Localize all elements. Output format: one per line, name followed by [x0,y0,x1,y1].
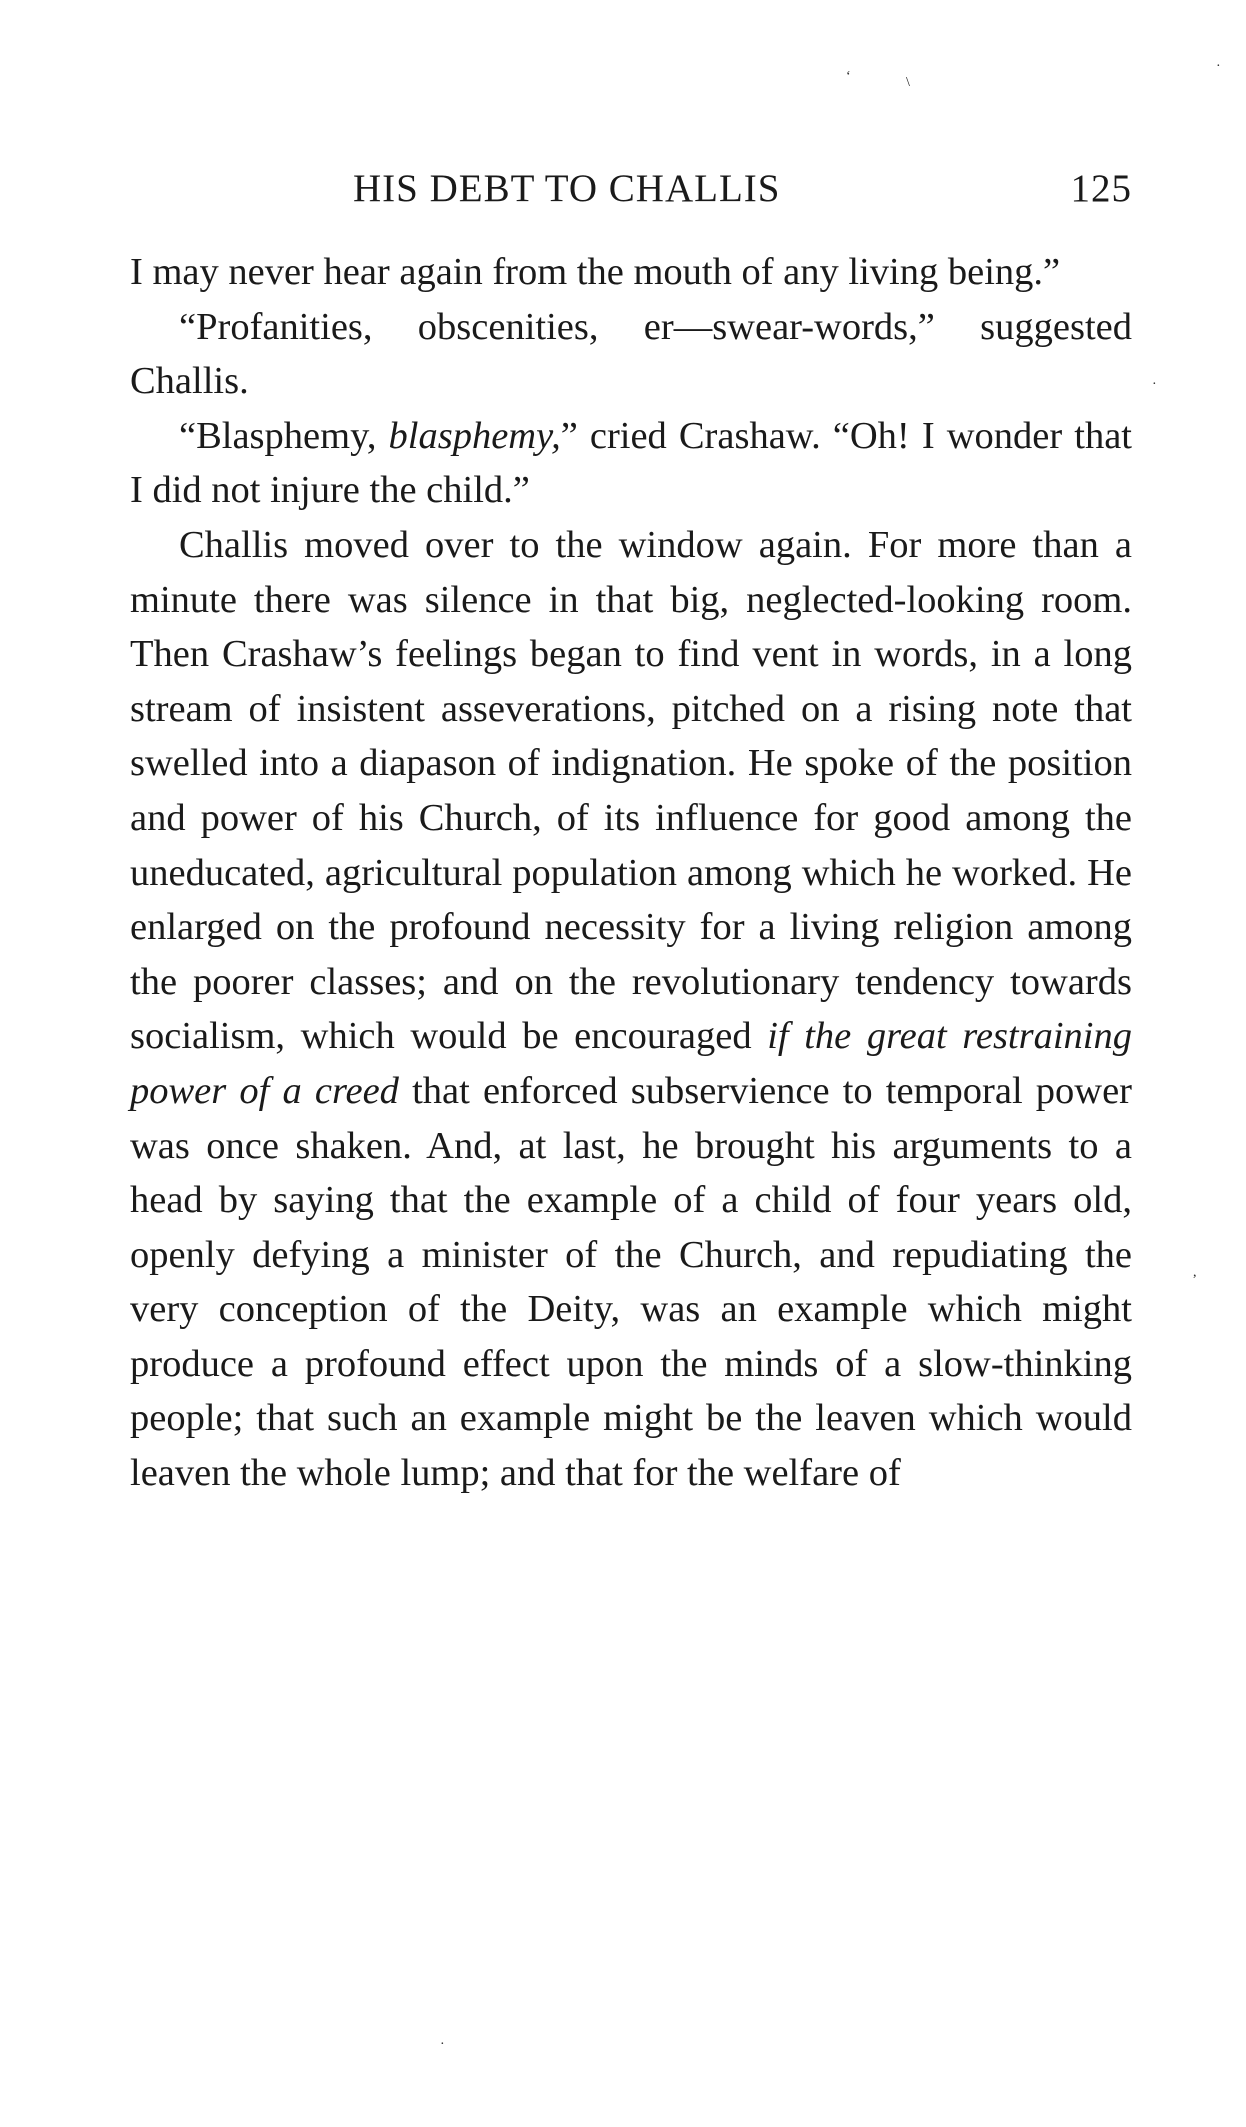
paragraph-text: that enforced subservience to temporal power was once shaken. And, at last, he brought his arguments to a head by saying that the example of a child of four years old, openly defying a minister of the Church, and repudiating the very conception of the Deity, was an example which might produce a profound effect upon the minds of a slow-thinking people; that such an example might be the leaven which would leaven the whole lump; and that for the welfare of [130,1069,1132,1495]
ink-speck: · [1216,59,1221,74]
paragraph-text: ” cried Crashaw. “Oh! I wonder that I did not injure the child.” [130,414,1132,512]
italic-text: if the great restraining power of a creed [130,1015,1132,1112]
running-title: HIS DEBT TO CHALLIS [353,167,781,210]
paragraph-text: I may never hear again from the mouth of any living being.” [130,251,1061,293]
paragraph-text: “Profanities, obscenities, er—swear-words,” suggested Challis. [130,305,1132,403]
body-text [130,245,1132,1501]
paragraph [130,409,1132,518]
ink-speck: · [1152,377,1157,392]
ink-speck: \ [906,75,910,90]
ink-speck: · [440,2037,445,2052]
ink-speck: , [1193,1265,1197,1280]
paragraph [130,300,1132,409]
paragraph-text: Challis moved over to the window again. For more than a minute there was silence in that big, neglected-looking room. Then Crashaw’s feelings began to find vent in words, in a long stream of insistent asseverations, pitched on a rising note that swelled into a diapason of indignation. He spoke of the position and power of his Church, of its influence for good among the uneducated, agricultural population among which he worked. He enlarged on the profound necessity for a living religion among the poorer classes; and on the revolutionary tendency towards socialism, which would be encouraged [130,523,1132,1058]
running-header [130,166,1132,226]
paragraph [130,518,1132,1501]
italic-text: blasphemy, [388,414,561,457]
page-number: 125 [1070,167,1132,210]
paragraph-text: “Blasphemy, [179,414,389,457]
paragraph-continuation [130,245,1132,300]
ink-speck: ‘ [846,69,851,84]
